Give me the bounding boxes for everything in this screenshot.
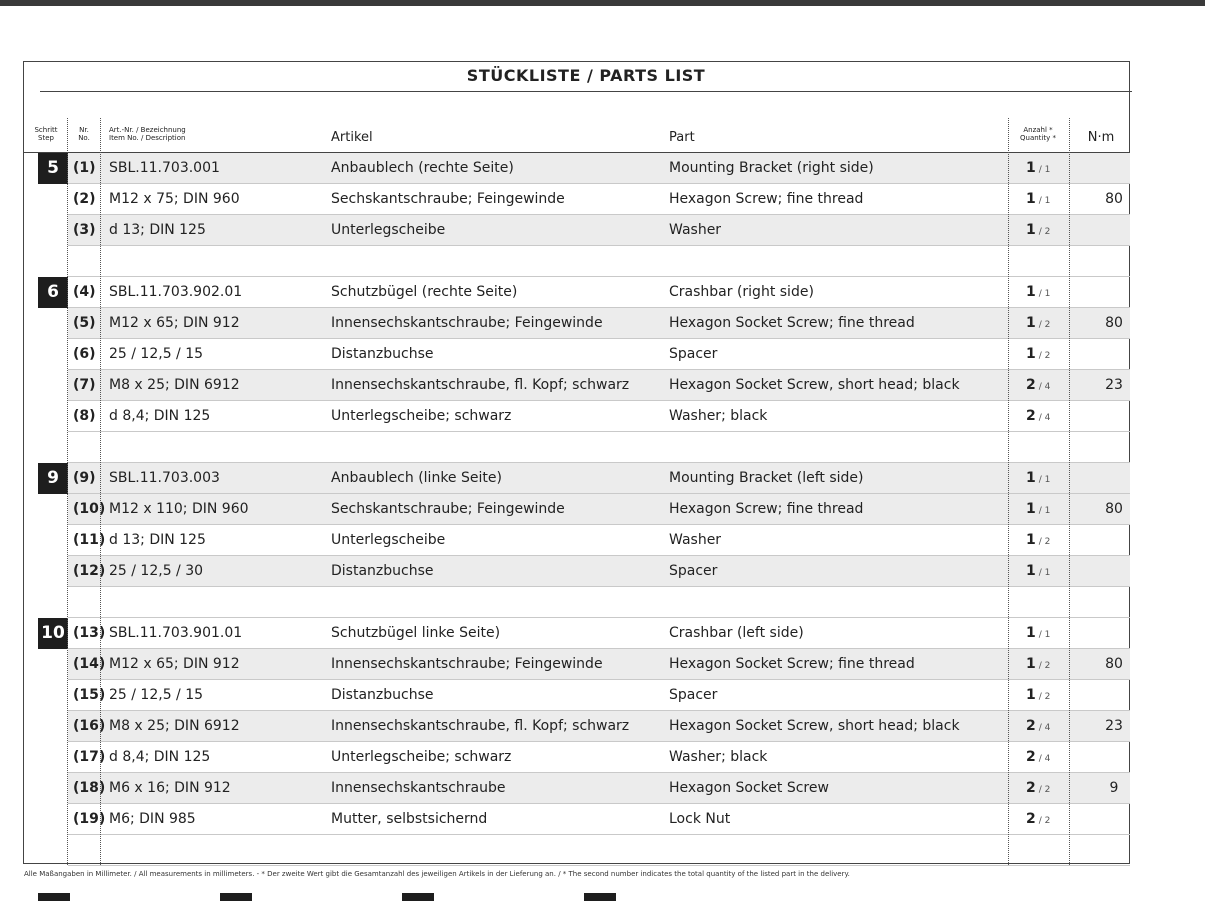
row-number (73, 153, 96, 184)
row-torque (1093, 215, 1135, 246)
row-item-number-text: d 8,4; DIN 125 (109, 408, 211, 424)
header-item-en: Item No. / Description (109, 134, 186, 142)
row-number (73, 401, 96, 432)
row-item-number-text: d 13; DIN 125 (109, 222, 206, 238)
row-number-text: (14) (73, 656, 106, 672)
row-item-number-text: 25 / 12,5 / 15 (109, 346, 204, 362)
spacer-row (68, 432, 1130, 463)
table-row (68, 556, 1130, 587)
row-torque (1093, 463, 1135, 494)
row-part (669, 773, 829, 804)
row-number (73, 184, 96, 215)
row-part-text: Washer (669, 222, 722, 238)
header-nr-en: No. (78, 134, 90, 142)
header-step-de: Schritt (34, 126, 58, 134)
row-artikel (331, 525, 445, 556)
row-quantity-text: 2 (1026, 718, 1036, 734)
row-quantity (1026, 153, 1050, 184)
row-number-text: (16) (73, 718, 106, 734)
header-step-en: Step (38, 134, 54, 142)
row-number (73, 463, 96, 494)
row-quantity (1026, 463, 1050, 494)
row-artikel-text: Innensechskantschraube, fl. Kopf; schwarz (331, 377, 630, 393)
row-torque (1093, 525, 1135, 556)
footer-block (584, 893, 616, 901)
row-artikel (331, 618, 500, 649)
row-part-text: Spacer (669, 563, 718, 579)
row-item-number-text: M12 x 110; DIN 960 (109, 501, 249, 517)
row-quantity-text: 1 (1026, 191, 1036, 207)
step-badge: 10 (38, 618, 68, 649)
row-artikel-text: Schutzbügel linke Seite) (331, 625, 501, 641)
table-row (68, 711, 1130, 742)
row-artikel-text: Distanzbuchse (331, 346, 434, 362)
row-artikel-text: Schutzbügel (rechte Seite) (331, 284, 518, 300)
row-quantity-total: / 4 (1038, 413, 1051, 423)
row-item-number (109, 711, 240, 742)
row-part-text: Hexagon Socket Screw; fine thread (669, 315, 915, 331)
row-item-number-text: SBL.11.703.001 (109, 160, 220, 176)
row-quantity-total: / 2 (1038, 816, 1051, 826)
row-number-text: (13) (73, 625, 106, 641)
row-number (73, 308, 96, 339)
row-part-text: Hexagon Socket Screw (669, 780, 829, 796)
row-torque-text: 80 (1105, 191, 1123, 207)
divider-step (67, 118, 68, 865)
row-artikel (331, 649, 603, 680)
table-row (68, 401, 1130, 432)
row-quantity (1026, 370, 1050, 401)
row-item-number (109, 556, 203, 587)
row-part-text: Washer (669, 532, 722, 548)
row-number-text: (11) (73, 532, 106, 548)
row-quantity-total: / 1 (1038, 475, 1051, 485)
row-item-number-text: M8 x 25; DIN 6912 (109, 377, 240, 393)
row-quantity (1026, 680, 1050, 711)
row-artikel (331, 773, 506, 804)
row-item-number (109, 680, 203, 711)
row-quantity (1026, 649, 1050, 680)
footer-block (220, 893, 252, 901)
row-quantity-total: / 2 (1038, 320, 1051, 330)
footer-block (38, 893, 70, 901)
row-artikel (331, 680, 434, 711)
table-row (68, 773, 1130, 804)
row-artikel (331, 494, 565, 525)
row-artikel-text: Innensechskantschraube (331, 780, 506, 796)
row-part (669, 742, 767, 773)
row-quantity-text: 1 (1026, 532, 1036, 548)
row-number-text: (3) (73, 222, 96, 238)
row-torque (1093, 184, 1135, 215)
row-item-number-text: M6; DIN 985 (109, 811, 196, 827)
row-item-number-text: SBL.11.703.902.01 (109, 284, 243, 300)
row-item-number-text: 25 / 12,5 / 15 (109, 687, 204, 703)
row-artikel-text: Unterlegscheibe (331, 532, 446, 548)
row-item-number (109, 494, 249, 525)
row-quantity (1026, 277, 1050, 308)
row-item-number (109, 649, 240, 680)
row-quantity (1026, 308, 1050, 339)
row-item-number (109, 184, 240, 215)
row-number-text: (4) (73, 284, 96, 300)
row-torque (1093, 370, 1135, 401)
step-badge: 6 (38, 277, 68, 308)
row-artikel (331, 711, 629, 742)
footnote: Alle Maßangaben in Millimeter. / All measurements in millimeters. - * Der zweite Wert gibt die Gesamtanzahl des jeweiligen Artikels in der Lieferung an. / * The second number indicates the total quantity of the listed part in the delivery. (24, 870, 850, 878)
row-torque-text: 23 (1105, 718, 1123, 734)
row-part (669, 308, 915, 339)
row-artikel-text: Unterlegscheibe; schwarz (331, 408, 512, 424)
row-torque-text: 80 (1105, 315, 1123, 331)
row-part-text: Mounting Bracket (left side) (669, 470, 864, 486)
row-part (669, 370, 960, 401)
row-quantity-total: / 4 (1038, 382, 1051, 392)
row-torque (1093, 804, 1135, 835)
row-quantity (1026, 215, 1050, 246)
row-number-text: (17) (73, 749, 106, 765)
row-torque (1093, 494, 1135, 525)
header-artikel: Artikel (331, 130, 373, 145)
table-row (68, 742, 1130, 773)
row-quantity-text: 2 (1026, 749, 1036, 765)
row-part-text: Crashbar (right side) (669, 284, 814, 300)
row-artikel (331, 401, 511, 432)
row-quantity (1026, 711, 1050, 742)
table-row (68, 618, 1130, 649)
row-part (669, 401, 767, 432)
row-part (669, 804, 730, 835)
row-number-text: (9) (73, 470, 96, 486)
row-artikel (331, 339, 434, 370)
row-quantity (1026, 804, 1050, 835)
row-part (669, 494, 863, 525)
row-part (669, 525, 721, 556)
row-part-text: Crashbar (left side) (669, 625, 804, 641)
row-artikel (331, 308, 603, 339)
row-quantity-text: 2 (1026, 780, 1036, 796)
header-part: Part (669, 130, 695, 145)
row-artikel-text: Sechskantschraube; Feingewinde (331, 501, 565, 517)
row-number-text: (2) (73, 191, 96, 207)
row-quantity (1026, 184, 1050, 215)
row-part (669, 556, 717, 587)
header-item-de: Art.-Nr. / Bezeichnung (109, 126, 186, 134)
row-item-number (109, 773, 231, 804)
row-number-text: (19) (73, 811, 106, 827)
row-part (669, 215, 721, 246)
row-number-text: (12) (73, 563, 106, 579)
divider-nm (1069, 118, 1070, 865)
row-artikel-text: Mutter, selbstsichernd (331, 811, 488, 827)
row-artikel-text: Unterlegscheibe (331, 222, 446, 238)
row-quantity (1026, 556, 1050, 587)
row-quantity-total: / 2 (1038, 785, 1051, 795)
row-item-number (109, 618, 242, 649)
row-part-text: Lock Nut (669, 811, 731, 827)
row-artikel (331, 804, 487, 835)
spacer-row (68, 246, 1130, 277)
row-torque (1093, 401, 1135, 432)
row-artikel-text: Sechskantschraube; Feingewinde (331, 191, 565, 207)
row-artikel (331, 370, 629, 401)
row-number (73, 339, 96, 370)
row-item-number (109, 153, 220, 184)
row-torque (1093, 339, 1135, 370)
row-number (73, 277, 96, 308)
row-artikel-text: Anbaublech (linke Seite) (331, 470, 502, 486)
top-bar (0, 0, 1205, 6)
row-artikel-text: Anbaublech (rechte Seite) (331, 160, 514, 176)
row-item-number (109, 277, 242, 308)
row-quantity (1026, 401, 1050, 432)
row-quantity (1026, 742, 1050, 773)
row-number-text: (15) (73, 687, 106, 703)
row-item-number (109, 215, 206, 246)
row-quantity-text: 1 (1026, 284, 1036, 300)
row-quantity (1026, 525, 1050, 556)
footer-block (402, 893, 434, 901)
row-part-text: Hexagon Socket Screw; fine thread (669, 656, 915, 672)
row-artikel-text: Unterlegscheibe; schwarz (331, 749, 512, 765)
divider-nr (100, 118, 101, 865)
row-part-text: Hexagon Screw; fine thread (669, 501, 864, 517)
row-quantity (1026, 339, 1050, 370)
row-number-text: (5) (73, 315, 96, 331)
table-row (68, 680, 1130, 711)
row-artikel-text: Innensechskantschraube, fl. Kopf; schwarz (331, 718, 630, 734)
row-artikel (331, 184, 565, 215)
row-quantity-total: / 2 (1038, 537, 1051, 547)
row-torque-text: 23 (1105, 377, 1123, 393)
table-row (68, 525, 1130, 556)
row-quantity-text: 1 (1026, 346, 1036, 362)
table-row (68, 153, 1130, 184)
row-artikel-text: Innensechskantschraube; Feingewinde (331, 315, 603, 331)
row-number-text: (7) (73, 377, 96, 393)
row-quantity-text: 2 (1026, 408, 1036, 424)
row-torque (1093, 556, 1135, 587)
row-quantity-total: / 4 (1038, 723, 1051, 733)
row-item-number (109, 742, 210, 773)
table-row (68, 649, 1130, 680)
row-part (669, 649, 915, 680)
row-number-text: (6) (73, 346, 96, 362)
row-part (669, 711, 960, 742)
row-quantity (1026, 618, 1050, 649)
row-part-text: Mounting Bracket (right side) (669, 160, 874, 176)
row-quantity-total: / 1 (1038, 630, 1051, 640)
row-part (669, 184, 863, 215)
table-row (68, 494, 1130, 525)
table-row (68, 370, 1130, 401)
row-item-number (109, 804, 196, 835)
row-torque (1093, 711, 1135, 742)
row-part (669, 277, 814, 308)
table-row (68, 215, 1130, 246)
row-quantity-total: / 2 (1038, 692, 1051, 702)
row-part-text: Spacer (669, 687, 718, 703)
row-artikel (331, 215, 445, 246)
row-part-text: Washer; black (669, 749, 768, 765)
row-number-text: (8) (73, 408, 96, 424)
row-artikel-text: Distanzbuchse (331, 687, 434, 703)
row-quantity-total: / 1 (1038, 506, 1051, 516)
row-quantity-text: 1 (1026, 470, 1036, 486)
row-quantity-text: 1 (1026, 315, 1036, 331)
row-torque (1093, 277, 1135, 308)
row-number-text: (1) (73, 160, 96, 176)
step-badge: 9 (38, 463, 68, 494)
header-nr-de: Nr. (79, 126, 89, 134)
table-row (68, 339, 1130, 370)
row-item-number-text: 25 / 12,5 / 30 (109, 563, 204, 579)
row-quantity (1026, 773, 1050, 804)
row-quantity-total: / 2 (1038, 227, 1051, 237)
row-number (73, 370, 96, 401)
row-artikel (331, 463, 502, 494)
row-quantity-text: 1 (1026, 625, 1036, 641)
step-badge: 5 (38, 153, 68, 184)
row-torque (1093, 618, 1135, 649)
row-quantity-total: / 1 (1038, 289, 1051, 299)
row-item-number (109, 370, 240, 401)
row-part (669, 153, 874, 184)
row-number (73, 215, 96, 246)
row-item-number-text: M8 x 25; DIN 6912 (109, 718, 240, 734)
header-qty-en: Quantity * (1020, 134, 1056, 142)
row-item-number (109, 308, 240, 339)
row-item-number-text: M12 x 75; DIN 960 (109, 191, 240, 207)
row-quantity-text: 1 (1026, 656, 1036, 672)
row-item-number-text: SBL.11.703.901.01 (109, 625, 243, 641)
title-divider (40, 91, 1132, 92)
row-part (669, 339, 717, 370)
row-part (669, 618, 804, 649)
table-row (68, 308, 1130, 339)
row-part-text: Washer; black (669, 408, 768, 424)
row-item-number-text: M6 x 16; DIN 912 (109, 780, 231, 796)
row-artikel (331, 277, 517, 308)
row-quantity-total: / 2 (1038, 661, 1051, 671)
row-artikel-text: Distanzbuchse (331, 563, 434, 579)
table-row (68, 277, 1130, 308)
row-quantity-text: 2 (1026, 811, 1036, 827)
header-nm: N·m (1087, 130, 1115, 145)
row-part-text: Hexagon Screw; fine thread (669, 191, 864, 207)
row-part-text: Spacer (669, 346, 718, 362)
row-item-number-text: d 13; DIN 125 (109, 532, 206, 548)
spacer-row (68, 835, 1130, 866)
row-quantity-text: 2 (1026, 377, 1036, 393)
row-quantity-text: 1 (1026, 563, 1036, 579)
page-title: STÜCKLISTE / PARTS LIST (466, 66, 706, 85)
row-item-number-text: SBL.11.703.003 (109, 470, 220, 486)
row-quantity-text: 1 (1026, 501, 1036, 517)
row-part (669, 680, 717, 711)
row-torque (1093, 153, 1135, 184)
table-row (68, 184, 1130, 215)
row-item-number (109, 463, 220, 494)
row-torque (1093, 680, 1135, 711)
row-quantity-total: / 1 (1038, 165, 1051, 175)
row-quantity-total: / 1 (1038, 568, 1051, 578)
row-item-number-text: d 8,4; DIN 125 (109, 749, 211, 765)
row-torque (1093, 742, 1135, 773)
row-torque (1093, 649, 1135, 680)
row-number-text: (18) (73, 780, 106, 796)
row-torque (1093, 773, 1135, 804)
row-artikel (331, 742, 511, 773)
divider-qty (1008, 118, 1009, 865)
header-qty-de: Anzahl * (1023, 126, 1053, 134)
row-quantity-total: / 1 (1038, 196, 1051, 206)
row-torque-text: 80 (1105, 656, 1123, 672)
row-quantity-total: / 2 (1038, 351, 1051, 361)
row-torque-text: 80 (1105, 501, 1123, 517)
row-quantity-text: 1 (1026, 222, 1036, 238)
row-artikel-text: Innensechskantschraube; Feingewinde (331, 656, 603, 672)
table-row (68, 463, 1130, 494)
spacer-row (68, 587, 1130, 618)
row-quantity-text: 1 (1026, 160, 1036, 176)
row-item-number (109, 525, 206, 556)
row-quantity-text: 1 (1026, 687, 1036, 703)
row-part-text: Hexagon Socket Screw, short head; black (669, 718, 960, 734)
row-torque (1093, 308, 1135, 339)
row-artikel (331, 556, 434, 587)
row-item-number (109, 339, 203, 370)
row-torque-text: 9 (1109, 780, 1119, 796)
row-item-number-text: M12 x 65; DIN 912 (109, 315, 240, 331)
row-number-text: (10) (73, 501, 106, 517)
row-part (669, 463, 864, 494)
row-part-text: Hexagon Socket Screw, short head; black (669, 377, 960, 393)
table-row (68, 804, 1130, 835)
row-artikel (331, 153, 514, 184)
row-quantity (1026, 494, 1050, 525)
row-item-number (109, 401, 210, 432)
row-quantity-total: / 4 (1038, 754, 1051, 764)
row-item-number-text: M12 x 65; DIN 912 (109, 656, 240, 672)
